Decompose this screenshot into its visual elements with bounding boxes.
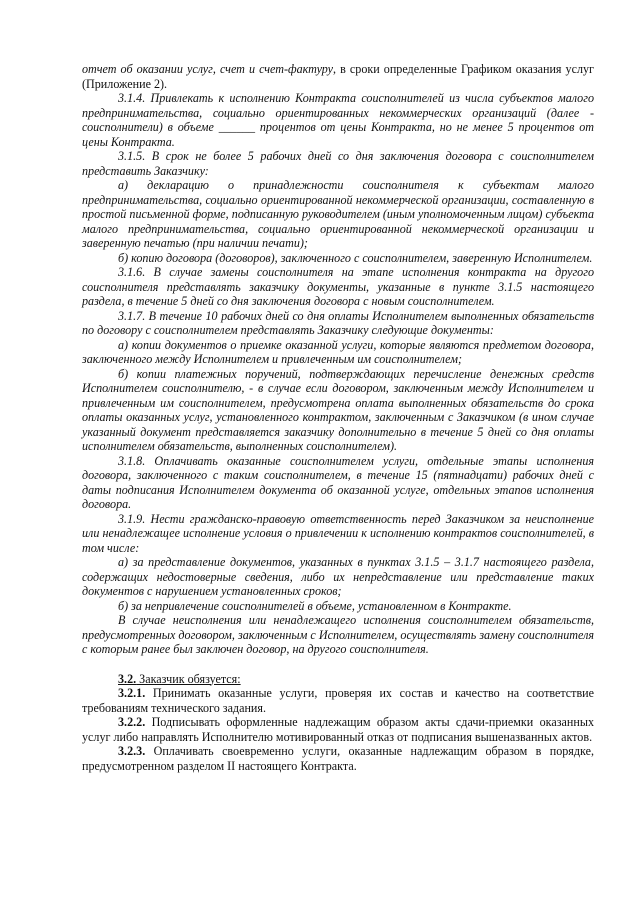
clause-3-1-9: 3.1.9. Нести гражданско-правовую ответственность перед Заказчиком за неисполнение или ненадлежащее исполнение условия о привлечении к исполнению контрактов соисполнителей, в том числе: <box>82 511 594 555</box>
clause-3-1-6: 3.1.6. В случае замены соисполнителя на этапе исполнения контракта на другого соисполнителя представлять заказчику документы, указанные в пункте 3.1.5 настоящего раздела, в течение 5 дней со дня заключения договора с новым соисполнителем. <box>82 265 594 308</box>
clause-3-1-4: 3.1.4. Привлекать к исполнению Контракта соисполнителей из числа субъектов малого предпринимательства, социально ориентированных некоммерческих организаций (далее - соисполнители) в объеме ______ процентов от цены Контракта, но не менее 5 процентов от цены Контракта. <box>82 91 594 149</box>
clause-3-1-8: 3.1.8. Оплачивать оказанные соисполнителем услуги, отдельные этапы исполнения договора, заключенного с таким соисполнителем, в течение 15 (пятнадцати) рабочих дней с даты подписания Исполнителем документа об оказанной услуге, отдельных этапов исполнения договора. <box>82 453 594 511</box>
clause-3-2-1-text: Принимать оказанные услуги, проверяя их состав и качество на соответствие требованиям технического задания. <box>82 686 594 715</box>
document-page <box>82 62 594 773</box>
report-italic-text: отчет об оказании услуг, счет и счет-фактуру <box>82 62 334 76</box>
clause-3-1-7: 3.1.7. В течение 10 рабочих дней со дня оплаты Исполнителем выполненных обязательств по договору с соисполнителем представлять Заказчику следующие документы: <box>82 308 594 337</box>
clause-3-2-2 <box>82 715 594 744</box>
clause-3-2-3-text: Оплачивать своевременно услуги, оказанные надлежащим образом в порядке, предусмотренном разделом II настоящего Контракта. <box>82 744 594 773</box>
clause-3-1-5-a: а) декларацию о принадлежности соисполнителя к субъектам малого предпринимательства, социально ориентированной некоммерческой организации, составленную в простой письменной форме, подписанную руководителем (иным уполномоченным лицом) субъекта малого предпринимательства, социально ориентированной некоммерческой организации и заверенную печатью (при наличии печати); <box>82 178 594 250</box>
section-3-2-number: 3.2. <box>118 671 137 686</box>
section-gap <box>82 657 594 672</box>
clause-3-2-1 <box>82 686 594 715</box>
paragraph-report-continuation <box>82 62 594 91</box>
clause-3-1-5: 3.1.5. В срок не более 5 рабочих дней со дня заключения договора с соисполнителем представить Заказчику: <box>82 149 594 178</box>
clause-3-2-2-text: Подписывать оформленные надлежащим образом акты сдачи-приемки оказанных услуг либо направлять Исполнителю мотивированный отказ от подписания вышеназванных актов. <box>82 715 594 744</box>
clause-3-2-2-number: 3.2.2. <box>118 715 146 729</box>
clause-3-1-9-a: а) за представление документов, указанных в пунктах 3.1.5 – 3.1.7 настоящего раздела, содержащих недостоверные сведения, либо их непредставление или представление таких документов с нарушением установленных сроков; <box>82 555 594 598</box>
clause-3-1-5-b: б) копию договора (договоров), заключенного с соисполнителем, заверенную Исполнителем. <box>118 250 593 265</box>
section-3-2-title: Заказчик обязуется: <box>136 671 241 686</box>
clause-3-1-7-b: б) копии платежных поручений, подтверждающих перечисление денежных средств Исполнителем соисполнителю, - в случае если договором, заключенным между Исполнителем и привлеченным им соисполнителем, предусмотрена оплата выполненных обязательств до срока оплаты оказанных услуг, установленного контрактом, заключенным с Заказчиком (в ином случае указанный документ представляется заказчику дополнительно в течение 5 дней со дня оплаты исполнителем обязательств, выполненных соисполнителем). <box>82 366 594 453</box>
clause-3-2-1-number: 3.2.1. <box>118 686 146 700</box>
clause-3-1-9-b: б) за непривлечение соисполнителей в объеме, установленном в Контракте. <box>118 598 512 613</box>
report-rest-text: , в сроки определенные Графиком оказания услуг (Приложение 2). <box>82 62 594 91</box>
clause-replacement: В случае неисполнения или ненадлежащего исполнения соисполнителем обязательств, предусмотренных договором, заключенным с Исполнителем, осуществлять замену соисполнителя с которым ранее был заключен договор, на другого соисполнителя. <box>82 613 594 656</box>
section-3-2-heading <box>82 672 594 687</box>
clause-3-2-3 <box>82 744 594 773</box>
clause-3-2-3-number: 3.2.3. <box>118 744 146 758</box>
clause-3-1-7-a: а) копии документов о приемке оказанной услуги, которые являются предметом договора, заключенного между Исполнителем и привлеченным им соисполнителем; <box>82 337 594 366</box>
